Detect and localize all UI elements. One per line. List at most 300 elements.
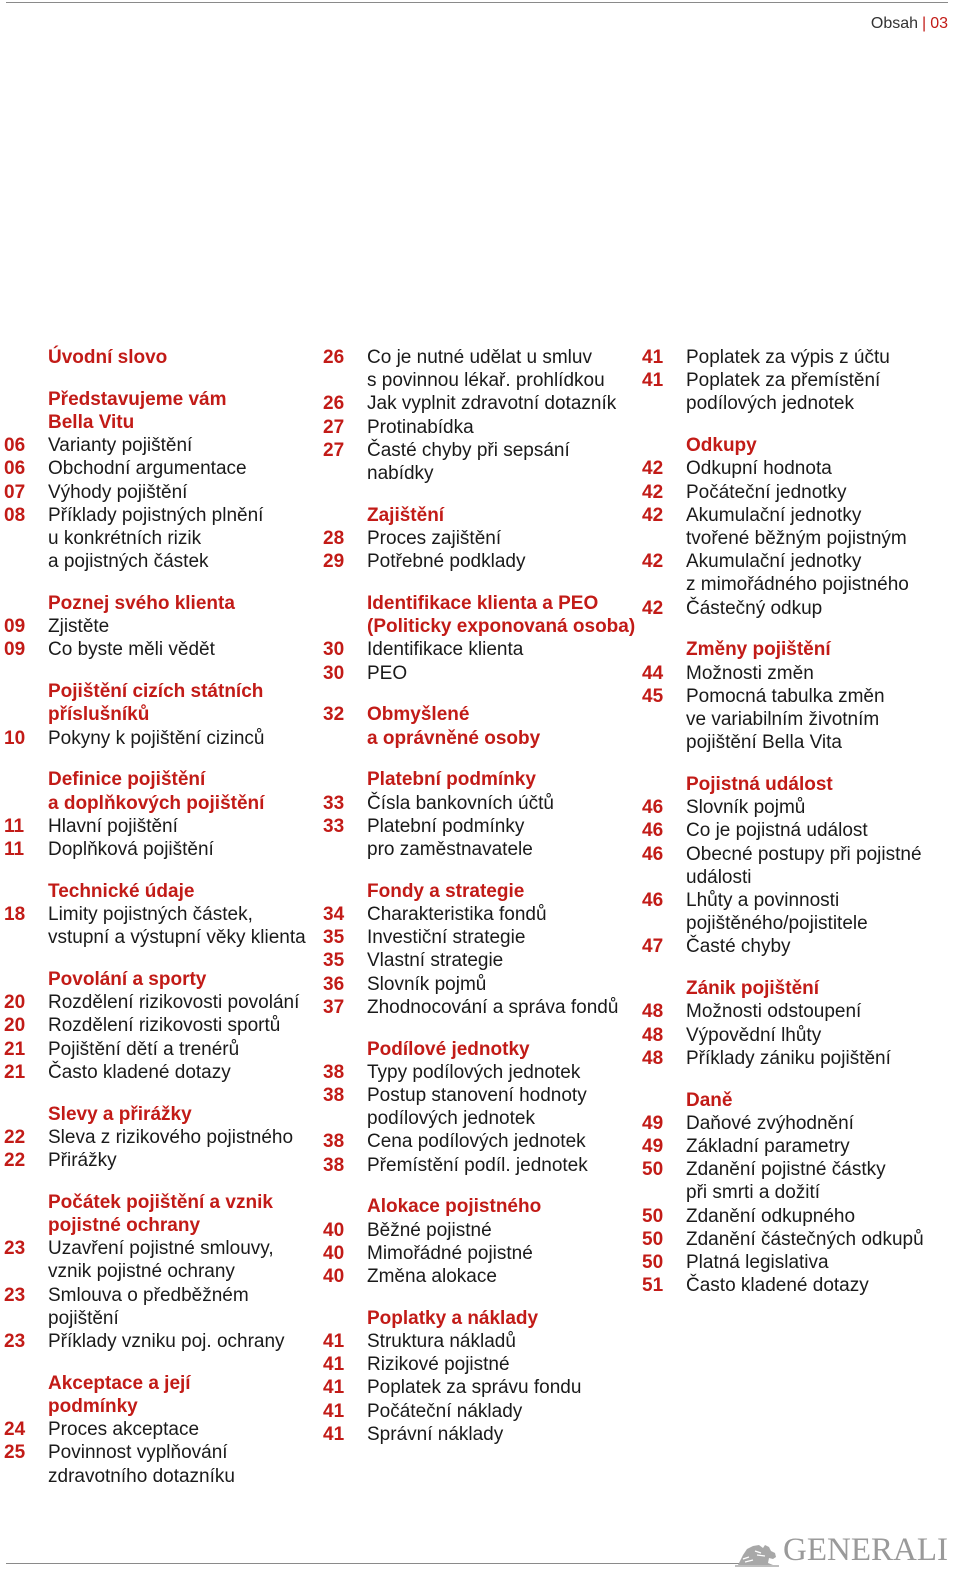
entry-page-number xyxy=(4,527,48,550)
toc-entry xyxy=(4,457,316,480)
toc-section xyxy=(323,1195,635,1288)
entry-line xyxy=(323,1423,635,1446)
toc-section xyxy=(4,968,316,1084)
toc-section xyxy=(4,680,316,750)
section-title: Poplatky a náklady xyxy=(367,1307,539,1329)
entry-line xyxy=(642,527,954,550)
entry-page-number: 32 xyxy=(323,704,345,726)
toc-entry xyxy=(642,819,954,842)
entry-line xyxy=(642,550,954,573)
toc-entry xyxy=(323,1423,635,1446)
entry-page-number: 25 xyxy=(4,1442,26,1464)
entry-page-number: 41 xyxy=(323,1423,345,1445)
entry-line xyxy=(642,1024,954,1047)
entry-page-number: 40 xyxy=(323,1266,345,1288)
entry-line xyxy=(323,462,635,485)
entry-page-number: 49 xyxy=(642,1136,664,1158)
entry-line xyxy=(323,838,635,861)
section-title: Poznej svého klienta xyxy=(48,593,235,615)
entry-page-number: 45 xyxy=(642,685,664,707)
entry-line xyxy=(642,1135,954,1158)
toc-entry xyxy=(642,346,954,369)
section-title: Počátek pojištění a vznik xyxy=(48,1191,273,1213)
entry-line xyxy=(642,1205,954,1228)
entry-page-number: 34 xyxy=(323,904,345,926)
toc-entry xyxy=(323,1084,635,1130)
entry-page-number: 47 xyxy=(642,936,664,958)
entry-text: Akumulační jednotky xyxy=(686,551,862,573)
entry-text: Jak vyplnit zdravotní dotazník xyxy=(367,393,617,415)
entry-text: události xyxy=(686,866,752,888)
toc-entry xyxy=(642,843,954,889)
entry-line xyxy=(4,727,316,750)
entry-line xyxy=(4,504,316,527)
entry-page-number: 26 xyxy=(323,393,345,415)
entry-text: Odkupní hodnota xyxy=(686,458,832,480)
entry-line xyxy=(4,1126,316,1149)
entry-page-number: 50 xyxy=(642,1252,664,1274)
entry-page-number: 41 xyxy=(323,1354,345,1376)
entry-line xyxy=(323,1400,635,1423)
toc-entry xyxy=(642,796,954,819)
entry-text: podílových jednotek xyxy=(367,1108,535,1130)
toc-entry xyxy=(323,926,635,949)
entry-line xyxy=(642,1047,954,1070)
toc-entry xyxy=(642,1024,954,1047)
toc-section xyxy=(323,880,635,1019)
entry-text: Varianty pojištění xyxy=(48,435,193,457)
toc-column-3 xyxy=(642,346,954,1316)
entry-page-number: 21 xyxy=(4,1061,26,1083)
entry-text: s povinnou lékař. prohlídkou xyxy=(367,370,605,392)
toc-entry xyxy=(4,815,316,838)
toc-entry xyxy=(642,1000,954,1023)
entry-text: Daňové zvýhodnění xyxy=(686,1112,854,1134)
entry-text: Často kladené dotazy xyxy=(686,1275,869,1297)
entry-page-number: 27 xyxy=(323,439,345,461)
entry-line xyxy=(323,949,635,972)
entry-line xyxy=(642,819,954,842)
entry-page-number: 38 xyxy=(323,1154,345,1176)
entry-line xyxy=(4,1330,316,1353)
entry-text: Čísla bankovních účtů xyxy=(367,792,554,814)
entry-text: Hlavní pojištění xyxy=(48,815,178,837)
entry-text: Poplatek za přemístění xyxy=(686,370,881,392)
entry-line xyxy=(323,1330,635,1353)
toc-entry xyxy=(323,1353,635,1376)
entry-line xyxy=(4,815,316,838)
entry-page-number xyxy=(323,727,367,750)
entry-line xyxy=(323,1265,635,1288)
entry-page-number xyxy=(323,369,367,392)
entry-text: Možnosti změn xyxy=(686,662,814,684)
entry-line xyxy=(642,662,954,685)
entry-line xyxy=(642,481,954,504)
toc-section xyxy=(4,1191,316,1353)
entry-page-number: 33 xyxy=(323,815,345,837)
entry-page-number: 50 xyxy=(642,1205,664,1227)
entry-line xyxy=(642,457,954,480)
toc-entry xyxy=(323,703,635,749)
toc-entry xyxy=(642,1047,954,1070)
entry-text: Potřebné podklady xyxy=(367,551,526,573)
entry-page-number: 46 xyxy=(642,843,664,865)
entry-line xyxy=(4,481,316,504)
entry-text: Identifikace klienta xyxy=(367,639,524,661)
section-title: a oprávněné osoby xyxy=(367,727,541,749)
entry-line xyxy=(4,550,316,573)
entry-line xyxy=(642,1228,954,1251)
entry-line xyxy=(4,1038,316,1061)
entry-line xyxy=(642,843,954,866)
entry-page-number: 21 xyxy=(4,1038,26,1060)
entry-line xyxy=(642,889,954,912)
entry-page-number xyxy=(642,527,686,550)
toc-section xyxy=(642,434,954,620)
entry-line xyxy=(323,638,635,661)
section-title: Zajištění xyxy=(367,504,445,526)
entry-line xyxy=(642,935,954,958)
toc-section xyxy=(642,977,954,1070)
entry-page-number: 38 xyxy=(323,1085,345,1107)
entry-text: Typy podílových jednotek xyxy=(367,1061,581,1083)
entry-text: Zdanění odkupného xyxy=(686,1205,856,1227)
toc-entry xyxy=(4,1061,316,1084)
toc-entry xyxy=(642,889,954,935)
entry-line xyxy=(4,1260,316,1283)
entry-line xyxy=(4,838,316,861)
entry-line xyxy=(323,527,635,550)
section-title: Podílové jednotky xyxy=(367,1038,530,1060)
entry-page-number: 42 xyxy=(642,458,664,480)
entry-text: Platná legislativa xyxy=(686,1252,829,1274)
toc-entry xyxy=(4,504,316,574)
entry-page-number xyxy=(642,708,686,731)
header-title: Obsah xyxy=(870,15,919,32)
toc-entry xyxy=(323,550,635,573)
section-title: Úvodní slovo xyxy=(48,347,168,368)
section-title: Slevy a přirážky xyxy=(48,1103,192,1125)
entry-text: Časté chyby xyxy=(686,936,791,958)
entry-line xyxy=(323,1154,635,1177)
entry-line xyxy=(4,434,316,457)
entry-line xyxy=(642,1000,954,1023)
section-title: Představujeme vám xyxy=(48,388,227,410)
entry-text: Smlouva o předběžném xyxy=(48,1284,249,1306)
entry-text: Základní parametry xyxy=(686,1136,850,1158)
entry-text: pojištění xyxy=(48,1307,119,1329)
entry-page-number: 37 xyxy=(323,996,345,1018)
entry-page-number: 06 xyxy=(4,435,26,457)
entry-page-number: 41 xyxy=(323,1331,345,1353)
toc-entry xyxy=(4,1418,316,1441)
entry-line xyxy=(4,615,316,638)
entry-text: ve variabilním životním xyxy=(686,709,880,731)
toc-entry xyxy=(642,935,954,958)
entry-line xyxy=(642,708,954,731)
entry-text: Zhodnocování a správa fondů xyxy=(367,996,619,1018)
entry-line xyxy=(642,1274,954,1297)
toc-section xyxy=(4,880,316,950)
entry-page-number: 09 xyxy=(4,639,26,661)
section-title: příslušníků xyxy=(48,704,150,726)
toc-entry xyxy=(323,792,635,815)
entry-line xyxy=(323,1130,635,1153)
entry-page-number xyxy=(4,1307,48,1330)
toc-entry xyxy=(323,416,635,439)
toc-section xyxy=(4,1103,316,1173)
toc-entry xyxy=(4,1330,316,1353)
entry-text: pro zaměstnavatele xyxy=(367,839,533,861)
toc-entry xyxy=(323,392,635,415)
entry-page-number: 33 xyxy=(323,792,345,814)
toc-entry xyxy=(4,434,316,457)
entry-text: Mimořádné pojistné xyxy=(367,1242,533,1264)
entry-text: Přemístění podíl. jednotek xyxy=(367,1154,588,1176)
entry-line xyxy=(4,1284,316,1307)
generali-logo xyxy=(735,1533,948,1567)
entry-page-number: 29 xyxy=(323,551,345,573)
toc-entry xyxy=(4,903,316,949)
section-title: Platební podmínky xyxy=(367,769,536,791)
entry-page-number: 18 xyxy=(4,904,26,926)
entry-line xyxy=(642,731,954,754)
entry-line xyxy=(4,1061,316,1084)
toc-entry xyxy=(642,481,954,504)
toc-section xyxy=(323,1038,635,1177)
toc-entry xyxy=(4,481,316,504)
toc-entry xyxy=(323,439,635,485)
toc-entry xyxy=(642,597,954,620)
entry-page-number: 46 xyxy=(642,820,664,842)
entry-line xyxy=(323,727,635,750)
entry-page-number: 22 xyxy=(4,1150,26,1172)
entry-page-number: 11 xyxy=(4,839,25,861)
entry-text: Zjistěte xyxy=(48,616,110,638)
entry-text: Povinnost vyplňování xyxy=(48,1442,228,1464)
toc-entry xyxy=(642,457,954,480)
toc-entry xyxy=(4,638,316,661)
entry-line xyxy=(4,457,316,480)
section-title: Definice pojištění xyxy=(48,769,206,791)
toc-entry xyxy=(642,1251,954,1274)
entry-line xyxy=(323,1219,635,1242)
entry-line xyxy=(323,1353,635,1376)
entry-page-number: 50 xyxy=(642,1228,664,1250)
section-title: Odkupy xyxy=(686,435,757,457)
section-title: Akceptace a její xyxy=(48,1372,191,1394)
toc-entry xyxy=(323,1400,635,1423)
entry-line xyxy=(642,369,954,392)
entry-page-number xyxy=(323,838,367,861)
entry-text: Počáteční náklady xyxy=(367,1400,523,1422)
entry-page-number: 42 xyxy=(642,597,664,619)
entry-page-number: 35 xyxy=(323,950,345,972)
toc-section xyxy=(642,773,954,959)
entry-text: Slovník pojmů xyxy=(686,797,806,819)
toc-entry xyxy=(642,369,954,415)
section-title: (Politicky exponovaná osoba) xyxy=(367,616,636,638)
entry-line xyxy=(323,550,635,573)
section-title: Technické údaje xyxy=(48,880,195,902)
entry-page-number: 49 xyxy=(642,1112,664,1134)
toc-entry xyxy=(323,527,635,550)
entry-line xyxy=(4,1441,316,1464)
toc-entry xyxy=(323,1376,635,1399)
entry-page-number xyxy=(4,926,48,949)
toc-entry xyxy=(323,346,635,392)
entry-line xyxy=(323,1242,635,1265)
toc-entry xyxy=(4,1149,316,1172)
toc-section xyxy=(323,768,635,861)
entry-text: Zdanění pojistné částky xyxy=(686,1159,886,1181)
section-title: Bella Vitu xyxy=(48,412,135,433)
entry-text: Správní náklady xyxy=(367,1423,504,1445)
logo-wordmark: GENERALI xyxy=(783,1532,948,1568)
entry-page-number: 08 xyxy=(4,504,26,526)
entry-line xyxy=(323,1376,635,1399)
entry-text: pojištěného/pojistitele xyxy=(686,913,868,935)
entry-page-number: 41 xyxy=(642,347,664,368)
toc-section xyxy=(4,768,316,861)
toc-entry xyxy=(642,550,954,596)
entry-page-number: 40 xyxy=(323,1219,345,1241)
toc-entry xyxy=(323,903,635,926)
entry-line xyxy=(642,912,954,935)
entry-page-number: 41 xyxy=(323,1377,345,1399)
toc-entry xyxy=(323,638,635,661)
toc-section xyxy=(4,388,316,574)
entry-page-number: 41 xyxy=(323,1400,345,1422)
entry-line xyxy=(4,1307,316,1330)
entry-text: Platební podmínky xyxy=(367,815,525,837)
toc-entry xyxy=(323,1130,635,1153)
entry-page-number: 20 xyxy=(4,992,26,1014)
section-title: pojistné ochrany xyxy=(48,1215,201,1237)
toc-section xyxy=(4,592,316,662)
entry-text: Poplatek za výpis z účtu xyxy=(686,347,890,368)
entry-page-number: 23 xyxy=(4,1284,26,1306)
entry-text: Co byste měli vědět xyxy=(48,639,215,661)
entry-text: Časté chyby při sepsání xyxy=(367,439,570,461)
entry-page-number: 48 xyxy=(642,1047,664,1069)
entry-page-number xyxy=(642,1181,686,1204)
entry-text: Částečný odkup xyxy=(686,597,823,619)
toc-entry xyxy=(323,949,635,972)
entry-page-number: 23 xyxy=(4,1331,26,1353)
entry-page-number: 48 xyxy=(642,1024,664,1046)
section-title: Změny pojištění xyxy=(686,639,831,661)
entry-page-number: 36 xyxy=(323,973,345,995)
entry-text: Co je pojistná událost xyxy=(686,820,868,842)
entry-line xyxy=(323,369,635,392)
entry-text: u konkrétních rizik xyxy=(48,528,202,550)
entry-text: Akumulační jednotky xyxy=(686,504,862,526)
entry-text: Proces akceptace xyxy=(48,1419,200,1441)
section-title: Fondy a strategie xyxy=(367,880,525,902)
entry-text: Lhůty a povinnosti xyxy=(686,890,840,912)
toc-entry xyxy=(323,996,635,1019)
entry-page-number: 35 xyxy=(323,927,345,949)
entry-line xyxy=(4,638,316,661)
toc-section xyxy=(642,1089,954,1298)
toc-entry xyxy=(4,1014,316,1037)
toc-section xyxy=(642,638,954,754)
entry-text: Obchodní argumentace xyxy=(48,458,247,480)
entry-text: Pomocná tabulka změn xyxy=(686,685,885,707)
entry-page-number xyxy=(4,550,48,573)
toc-entry xyxy=(323,1061,635,1084)
entry-line xyxy=(4,1237,316,1260)
entry-text: Uzavření pojistné smlouvy, xyxy=(48,1238,274,1260)
entry-page-number: 27 xyxy=(323,416,345,438)
toc-entry xyxy=(642,1205,954,1228)
entry-page-number: 20 xyxy=(4,1015,26,1037)
entry-text: při smrti a dožití xyxy=(686,1182,821,1204)
entry-text: Příklady vzniku poj. ochrany xyxy=(48,1331,285,1353)
entry-page-number xyxy=(323,462,367,485)
entry-text: Pojištění dětí a trenérů xyxy=(48,1038,240,1060)
header-separator: | xyxy=(922,15,927,32)
entry-text: Příklady zániku pojištění xyxy=(686,1047,891,1069)
entry-text: Změna alokace xyxy=(367,1266,497,1288)
toc-entry xyxy=(4,838,316,861)
entry-page-number: 41 xyxy=(642,370,664,392)
entry-page-number: 30 xyxy=(323,662,345,684)
entry-text: Výhody pojištění xyxy=(48,481,188,503)
entry-text: Doplňková pojištění xyxy=(48,839,214,861)
toc-entry xyxy=(323,1265,635,1288)
entry-page-number: 22 xyxy=(4,1126,26,1148)
section-title: Zánik pojištění xyxy=(686,978,820,1000)
toc-entry xyxy=(4,1441,316,1487)
entry-text: Poplatek za správu fondu xyxy=(367,1377,582,1399)
entry-text: tvořené běžným pojistným xyxy=(686,528,907,550)
entry-line xyxy=(642,796,954,819)
entry-line xyxy=(4,1465,316,1488)
entry-line xyxy=(323,346,635,369)
entry-line xyxy=(323,392,635,415)
entry-page-number: 09 xyxy=(4,616,26,638)
entry-text: Investiční strategie xyxy=(367,927,526,949)
entry-text: Příklady pojistných plnění xyxy=(48,504,264,526)
entry-text: Struktura nákladů xyxy=(367,1331,516,1353)
toc-entry xyxy=(4,727,316,750)
entry-text: Proces zajištění xyxy=(367,528,502,550)
toc-section xyxy=(323,592,635,685)
entry-page-number: 42 xyxy=(642,481,664,503)
header-page-number: 03 xyxy=(930,15,948,32)
top-rule xyxy=(6,2,948,3)
toc-entry xyxy=(642,1112,954,1135)
entry-page-number: 11 xyxy=(4,815,25,837)
toc-entry xyxy=(642,1274,954,1297)
entry-line xyxy=(323,973,635,996)
entry-text: Slovník pojmů xyxy=(367,973,487,995)
entry-line xyxy=(642,1251,954,1274)
entry-line xyxy=(642,685,954,708)
entry-page-number xyxy=(642,392,686,415)
toc-entry xyxy=(323,1330,635,1353)
entry-line xyxy=(642,597,954,620)
toc-section xyxy=(323,703,635,749)
entry-page-number: 46 xyxy=(642,890,664,912)
toc-entry xyxy=(323,1242,635,1265)
entry-line xyxy=(642,504,954,527)
entry-text: Sleva z rizikového pojistného xyxy=(48,1126,294,1148)
entry-text: Rozdělení rizikovosti povolání xyxy=(48,992,300,1014)
entry-page-number: 38 xyxy=(323,1061,345,1083)
